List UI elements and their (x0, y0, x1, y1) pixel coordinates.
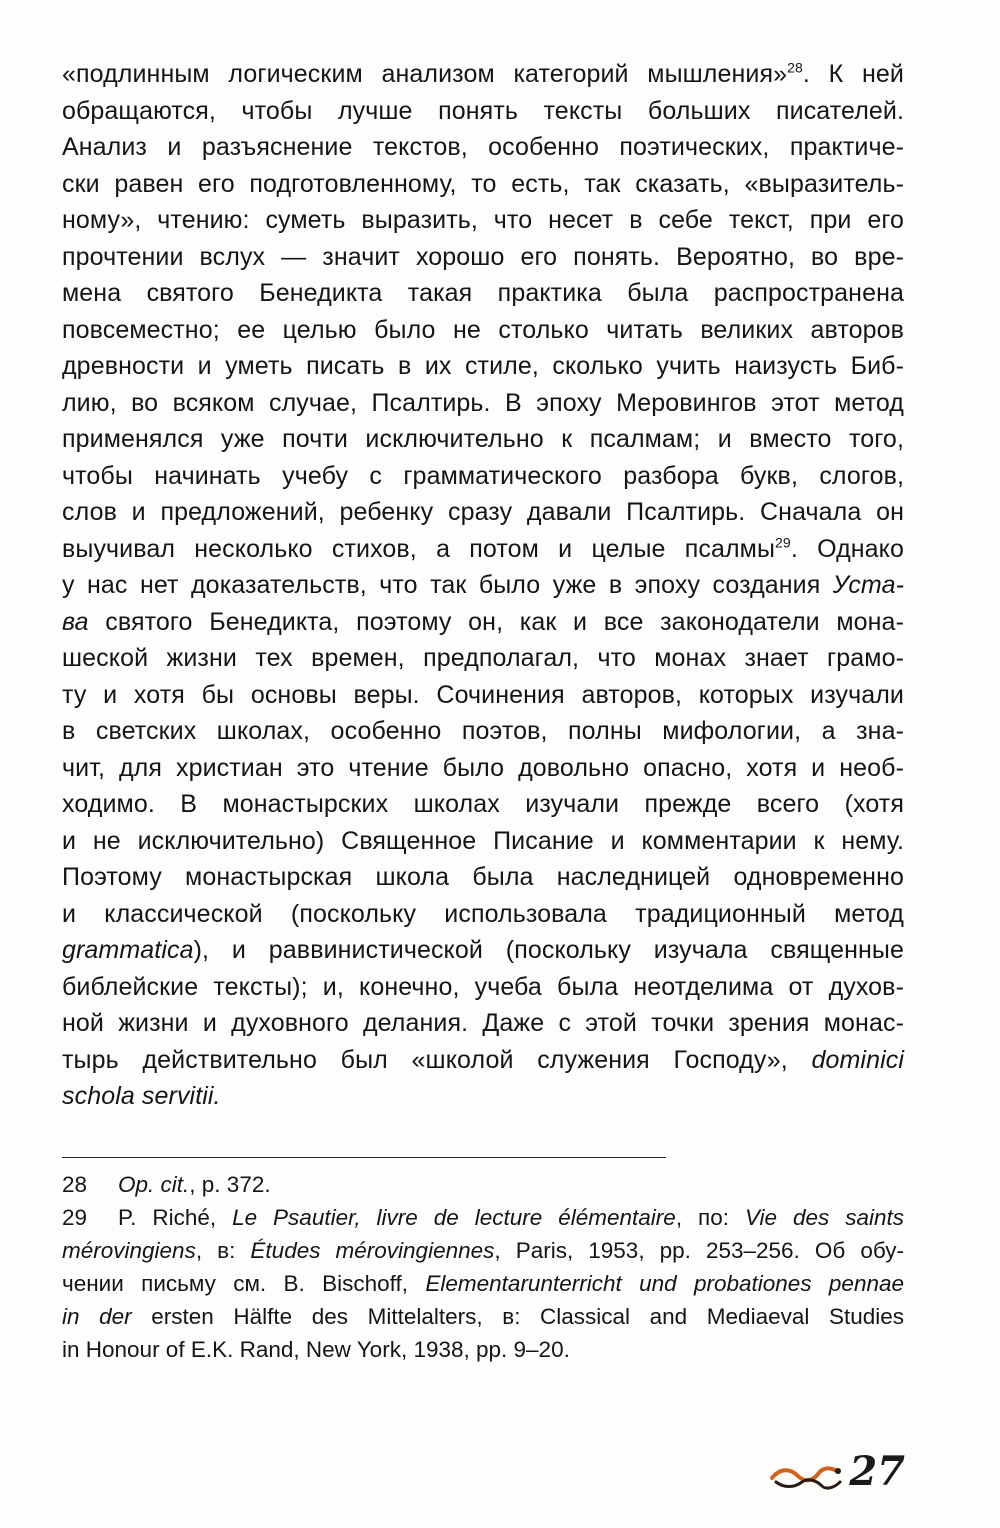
text-line: и не исключительно) Священное Писание и комментарии к нему. (62, 826, 904, 855)
footnotes (62, 1168, 904, 1366)
text-line: ски равен его подготовленному, то есть, так сказать, «выразитель- (62, 169, 904, 198)
text-line: ва святого Бенедикта, поэтому он, как и все законодатели мона- (62, 607, 904, 636)
text-line: в светских школах, особенно поэтов, полны мифологии, а зна- (62, 717, 904, 745)
text-line: «подлинным логическим анализом категорий мышления»$^{28}$. К ней (62, 59, 904, 88)
text-line: grammatica), и раввинистической (поскольку изучала священные (62, 936, 904, 964)
text-line: ходимо. В монастырских школах изучали прежде всего (хотя (62, 790, 904, 818)
text-line: и классической (поскольку использовала традиционный метод (62, 899, 904, 928)
footnote-number: 28 (62, 1172, 88, 1197)
text-line: выучивал несколько стихов, а потом и целые псалмы$^{29}$. Однако (62, 534, 904, 563)
text-line: у нас нет доказательств, что так было уже в эпоху создания Уста- (62, 571, 904, 599)
text-line: библейские тексты); и, конечно, учеба была неотделима от духов- (62, 972, 904, 1001)
footnote-29-line: чении письму см. B. Bischoff, Elementarunterricht und probationes pennae (62, 1271, 904, 1296)
footnote-ref-28[interactable]: 28 (787, 59, 803, 76)
text-line: тырь действительно был «школой служения Господу», dominici (62, 1045, 904, 1074)
footnote-separator (62, 1157, 666, 1158)
text-line: слов и предложений, ребенку сразу давали Псалтирь. Сначала он (62, 498, 904, 526)
body-text (62, 56, 904, 1115)
text-line: прочтении вслух — значит хорошо его понять. Вероятно, во вре- (62, 242, 904, 271)
page-number: 27 (849, 1448, 905, 1495)
text-line: лию, во всяком случае, Псалтирь. В эпоху Меровингов этот метод (62, 388, 904, 417)
footnote-29-line: mérovingiens, в: Études mérovingiennes, Paris, 1953, pp. 253–256. Об обу- (62, 1238, 904, 1263)
text-line: мена святого Бенедикта такая практика была распространена (62, 279, 904, 307)
footnote-ref-29[interactable]: 29 (775, 534, 791, 551)
text-line: ту и хотя бы основы веры. Сочинения авторов, которых изучали (62, 680, 904, 709)
ornament-icon (768, 1456, 846, 1496)
text-line: ному», чтению: суметь выразить, что несет в себе текст, при его (62, 206, 904, 234)
text-line: Поэтому монастырская школа была наследницей одновременно (62, 863, 904, 891)
footnote-29: 29 P. Riché, Le Psautier, livre de lecture élémentaire, по: Vie des saints (62, 1201, 904, 1234)
text-line: чтобы начинать учебу с грамматического разбора букв, слогов, (62, 461, 904, 490)
text-line: Анализ и разъяснение текстов, особенно поэтических, практиче- (62, 133, 904, 161)
text-line: чит, для христиан это чтение было довольно опасно, хотя и необ- (62, 753, 904, 782)
text-line: обращаются, чтобы лучше понять тексты больших писателей. (62, 96, 904, 125)
footnote-28: 28 Op. cit., p. 372. (62, 1168, 904, 1201)
footnote-number: 29 (62, 1205, 88, 1230)
footnote-29-line: in Honour of E.K. Rand, New York, 1938, pp. 9–20. (62, 1337, 570, 1362)
text-line: повсеместно; ее целью было не столько читать великих авторов (62, 315, 904, 344)
text-line: schola servitii. (62, 1082, 221, 1110)
text-line: шеской жизни тех времен, предполагал, что монах знает грамо- (62, 644, 904, 672)
footnote-29-line: in der ersten Hälfte des Mittelalters, в: Classical and Mediaeval Studies (62, 1304, 904, 1329)
text-line: ной жизни и духовного делания. Даже с этой точки зрения монас- (62, 1009, 904, 1037)
text-line: применялся уже почти исключительно к псалмам; и вместо того, (62, 425, 904, 453)
text-line: древности и уметь писать в их стиле, сколько учить наизусть Биб- (62, 352, 904, 380)
